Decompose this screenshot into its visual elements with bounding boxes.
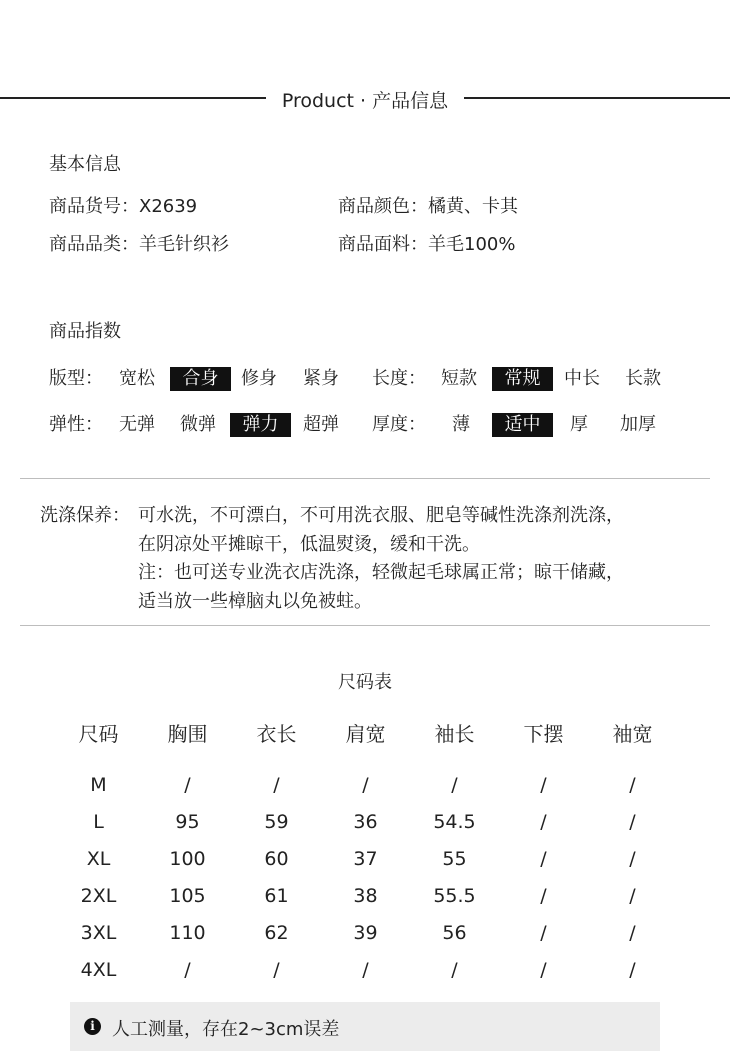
table-cell: / xyxy=(273,958,280,981)
table-cell: / xyxy=(629,847,636,870)
basic-color: 商品颜色：橘黄、卡其 xyxy=(338,196,518,217)
thickness-option-thick: 厚 xyxy=(570,414,588,435)
table-cell: / xyxy=(362,958,369,981)
care-line-3: 注：也可送专业洗衣店洗涤，轻微起毛球属正常；晾干储藏， xyxy=(138,562,624,583)
table-cell: 2XL xyxy=(80,884,117,907)
table-cell: 60 xyxy=(264,847,289,870)
basic-item-no: 商品货号：X2639 xyxy=(49,196,198,217)
table-cell: L xyxy=(93,810,104,833)
col-header-shoulder: 肩宽 xyxy=(345,722,386,746)
table-cell: 110 xyxy=(169,921,206,944)
stretch-option-none: 无弹 xyxy=(119,414,155,435)
measurement-note-text: 人工测量，存在2~3cm误差 xyxy=(112,1019,340,1040)
thickness-option-selected: 适中 xyxy=(492,413,553,437)
measurement-note xyxy=(70,1002,660,1051)
care-line-2: 在阴凉处平摊晾干，低温熨烫，缓和干洗。 xyxy=(138,534,480,555)
table-cell: / xyxy=(629,773,636,796)
col-header-chest: 胸围 xyxy=(167,722,208,746)
size-table xyxy=(54,718,677,988)
table-cell: 100 xyxy=(169,847,206,870)
size-table-title: 尺码表 xyxy=(338,672,392,693)
col-header-sleeve: 袖长 xyxy=(434,722,475,746)
table-cell: / xyxy=(184,773,191,796)
stretch-option-slight: 微弹 xyxy=(180,414,216,435)
care-line-1: 可水洗，不可漂白，不可用洗衣服、肥皂等碱性洗涤剂洗涤， xyxy=(138,505,624,526)
table-cell: / xyxy=(451,958,458,981)
table-cell: 59 xyxy=(264,810,289,833)
col-header-size: 尺码 xyxy=(78,722,119,746)
table-row xyxy=(54,951,677,988)
col-header-hem: 下摆 xyxy=(523,722,564,746)
basic-info-heading: 基本信息 xyxy=(49,154,121,175)
stretch-label: 弹性： xyxy=(49,414,103,435)
table-cell: M xyxy=(90,773,107,796)
divider-top xyxy=(20,478,710,479)
table-cell: / xyxy=(629,884,636,907)
table-cell: 39 xyxy=(353,921,378,944)
table-cell: / xyxy=(540,958,547,981)
index-row-stretch-thickness xyxy=(0,413,730,439)
length-option-midlong: 中长 xyxy=(564,368,600,389)
col-header-length: 衣长 xyxy=(256,722,297,746)
page-title xyxy=(0,86,730,113)
fit-option-loose: 宽松 xyxy=(119,368,155,389)
table-cell: / xyxy=(629,810,636,833)
table-row xyxy=(54,756,677,803)
table-cell: 38 xyxy=(353,884,378,907)
fit-label: 版型： xyxy=(49,368,103,389)
table-cell: 37 xyxy=(353,847,378,870)
table-cell: 54.5 xyxy=(433,810,476,833)
index-heading: 商品指数 xyxy=(49,321,121,342)
divider-bottom xyxy=(20,625,710,626)
table-cell: / xyxy=(540,884,547,907)
fit-option-selected: 合身 xyxy=(170,367,231,391)
table-cell: / xyxy=(540,810,547,833)
index-row-fit-length xyxy=(0,367,730,393)
size-table-header-row xyxy=(54,718,677,756)
thickness-option-extra-thick: 加厚 xyxy=(620,414,656,435)
table-cell: / xyxy=(540,921,547,944)
length-option-selected: 常规 xyxy=(492,367,553,391)
stretch-option-selected: 弹力 xyxy=(230,413,291,437)
thickness-label: 厚度： xyxy=(372,414,426,435)
table-cell: 105 xyxy=(169,884,206,907)
info-icon: i xyxy=(84,1018,101,1035)
table-row xyxy=(54,877,677,914)
thickness-option-thin: 薄 xyxy=(452,414,470,435)
col-header-sleeve-width: 袖宽 xyxy=(612,722,653,746)
fit-option-tight: 紧身 xyxy=(303,368,339,389)
table-cell: 4XL xyxy=(80,958,117,981)
care-line-4: 适当放一些樟脑丸以免被蛀。 xyxy=(138,591,372,612)
page-title-text: Product · 产品信息 xyxy=(272,90,458,112)
length-label: 长度： xyxy=(372,368,426,389)
table-cell: / xyxy=(362,773,369,796)
table-row xyxy=(54,803,677,840)
table-cell: / xyxy=(184,958,191,981)
table-cell: 55.5 xyxy=(433,884,476,907)
length-option-short: 短款 xyxy=(441,368,477,389)
table-cell: XL xyxy=(86,847,111,870)
table-cell: / xyxy=(629,921,636,944)
table-row xyxy=(54,840,677,877)
basic-fabric: 商品面料：羊毛100% xyxy=(338,234,516,255)
table-cell: 36 xyxy=(353,810,378,833)
table-cell: / xyxy=(540,847,547,870)
length-option-long: 长款 xyxy=(625,368,661,389)
fit-option-slim: 修身 xyxy=(241,368,277,389)
table-cell: 55 xyxy=(442,847,467,870)
table-cell: / xyxy=(540,773,547,796)
table-cell: 56 xyxy=(442,921,467,944)
table-cell: 62 xyxy=(264,921,289,944)
table-cell: 95 xyxy=(175,810,200,833)
table-cell: 3XL xyxy=(80,921,117,944)
basic-category: 商品品类：羊毛针织衫 xyxy=(49,234,229,255)
table-cell: / xyxy=(451,773,458,796)
stretch-option-super: 超弹 xyxy=(303,414,339,435)
table-cell: / xyxy=(629,958,636,981)
table-row xyxy=(54,914,677,951)
care-label: 洗涤保养： xyxy=(40,505,130,526)
table-cell: / xyxy=(273,773,280,796)
table-cell: 61 xyxy=(264,884,289,907)
